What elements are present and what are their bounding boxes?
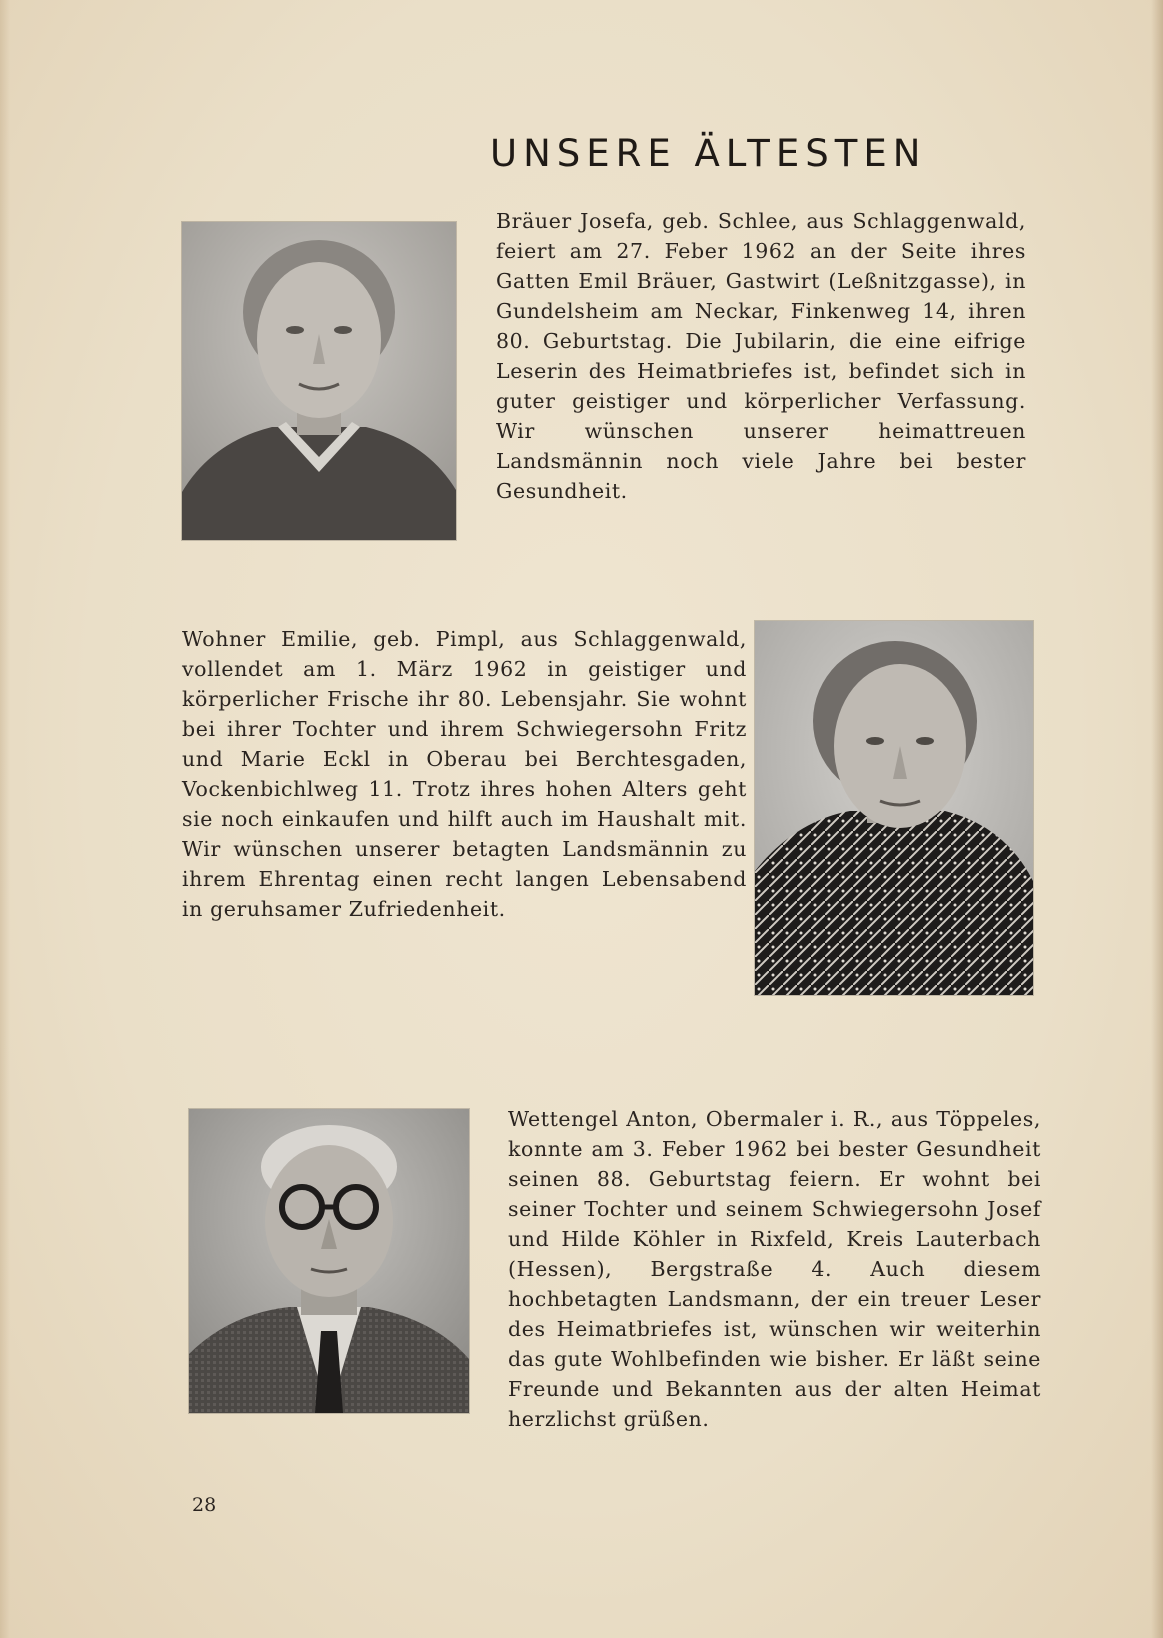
portrait-photo-elderly-woman-patterned-dress bbox=[755, 621, 1033, 995]
page-number: 28 bbox=[192, 1494, 217, 1516]
page-shadow-right bbox=[1151, 0, 1163, 1638]
bio-wettengel-anton: Wettengel Anton, Obermaler i. R., aus Töppeles, konnte am 3. Feber 1962 bei bester Gesundheit seinen 88. Geburtstag feiern. Er wohnt bei seiner Tochter und seinem Schwiegersohn Josef und Hilde Köhler in Rixfeld, Kreis Lauterbach (Hessen), Bergstraße 4. Auch diesem hochbetagten Landsmann, der ein treuer Leser des Heimatbriefes ist, wünschen wir weiterhin das gute Wohlbefinden wie bisher. Er läßt seine Freunde und Bekannten aus der alten Heimat herzlichst grüßen. bbox=[508, 1107, 1041, 1431]
bio-braeuer-josefa: Bräuer Josefa, geb. Schlee, aus Schlaggenwald, feiert am 27. Feber 1962 an der Seite ihres Gatten Emil Bräuer, Gastwirt (Leßnitzgasse), in Gundelsheim am Neckar, Finkenweg 14, ihren 80. Geburtstag. Die Jubilarin, die eine eifrige Leserin des Heimatbriefes ist, befindet sich in guter geistiger und körperlicher Verfassung. Wir wünschen unserer heimattreuen Landsmännin noch viele Jahre bei bester Gesundheit. bbox=[496, 209, 1026, 503]
portrait-photo-elderly-woman bbox=[182, 222, 456, 540]
portrait-photo-elderly-man-glasses bbox=[189, 1109, 469, 1413]
page-shadow-left bbox=[0, 0, 10, 1638]
bio-wohner-emilie: Wohner Emilie, geb. Pimpl, aus Schlaggenwald, vollendet am 1. März 1962 in geistiger und körperlicher Frische ihr 80. Lebensjahr. Sie wohnt bei ihrer Tochter und ihrem Schwiegersohn Fritz und Marie Eckl in Oberau bei Berchtesgaden, Vockenbichlweg 11. Trotz ihres hohen Alters geht sie noch einkaufen und hilft auch im Haushalt mit. Wir wünschen unserer betagten Landsmännin zu ihrem Ehrentag einen recht langen Lebensabend in geruhsamer Zufriedenheit. bbox=[182, 627, 747, 921]
page-title: UNSERE ÄLTESTEN bbox=[490, 132, 927, 175]
